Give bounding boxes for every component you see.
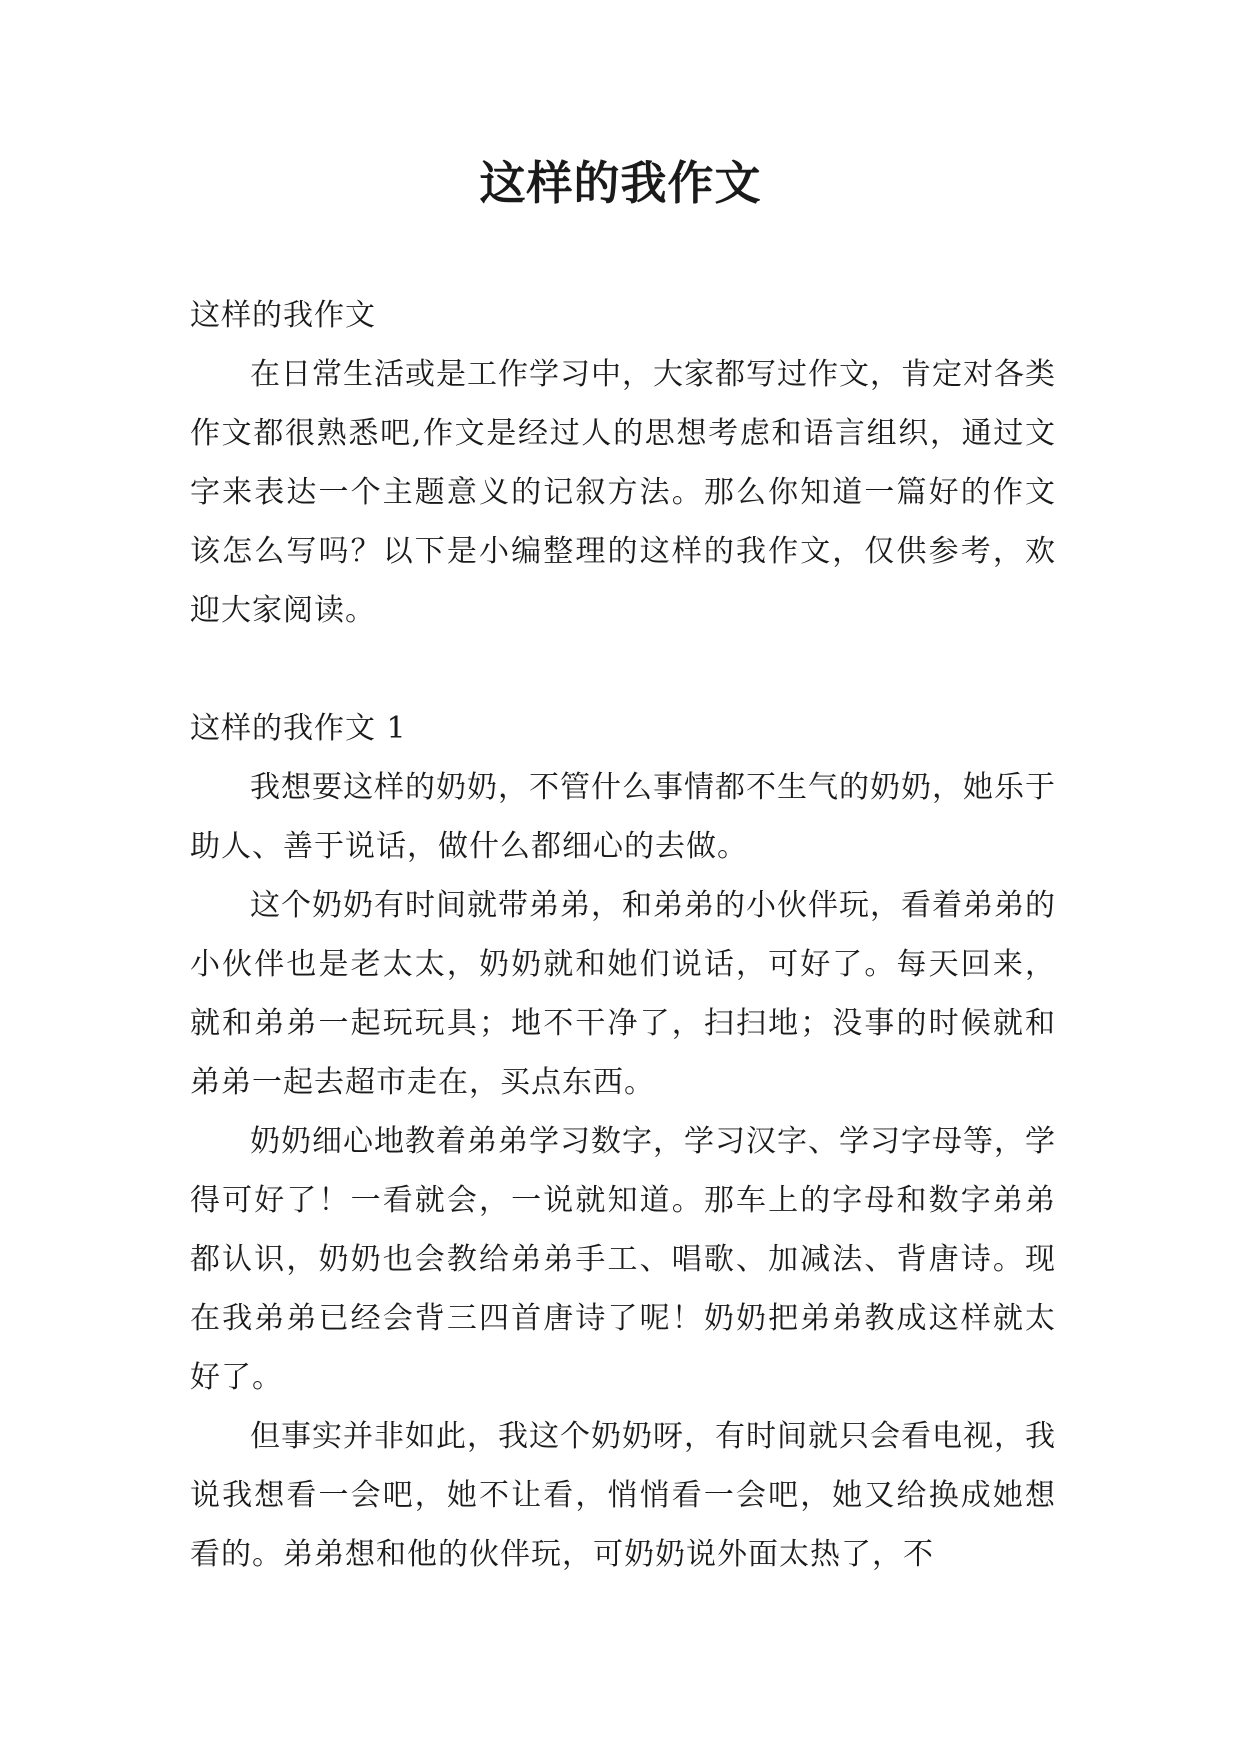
section-1-paragraph-2: 这个奶奶有时间就带弟弟，和弟弟的小伙伴玩，看着弟弟的小伙伴也是老太太，奶奶就和她们说话，可好了。每天回来，就和弟弟一起玩玩具；地不干净了，扫扫地；没事的时候就和弟弟一起去超市走在，买点东西。 bbox=[190, 888, 1056, 1100]
intro-paragraph: 在日常生活或是工作学习中，大家都写过作文，肯定对各类作文都很熟悉吧,作文是经过人的思想考虑和语言组织，通过文字来表达一个主题意义的记叙方法。那么你知道一篇好的作文该怎么写吗？以下是小编整理的这样的我作文，仅供参考，欢迎大家阅读。 bbox=[190, 357, 1056, 628]
document-body bbox=[190, 286, 1056, 1584]
document-title: 这样的我作文 bbox=[479, 156, 762, 210]
section-1-heading: 这样的我作文 1 bbox=[190, 711, 407, 746]
section-1-paragraph-3: 奶奶细心地教着弟弟学习数字，学习汉字、学习字母等，学得可好了！一看就会，一说就知道。那车上的字母和数字弟弟都认识，奶奶也会教给弟弟手工、唱歌、加减法、背唐诗。现在我弟弟已经会背三四首唐诗了呢！奶奶把弟弟教成这样就太好了。 bbox=[190, 1124, 1056, 1395]
intro-heading: 这样的我作文 bbox=[190, 298, 376, 333]
section-spacer bbox=[190, 640, 1056, 699]
section-1-paragraph-1: 我想要这样的奶奶，不管什么事情都不生气的奶奶，她乐于助人、善于说话，做什么都细心的去做。 bbox=[190, 770, 1056, 864]
section-1-paragraph-4: 但事实并非如此，我这个奶奶呀，有时间就只会看电视，我说我想看一会吧，她不让看，悄悄看一会吧，她又给换成她想看的。弟弟想和他的伙伴玩，可奶奶说外面太热了，不 bbox=[190, 1419, 1056, 1572]
